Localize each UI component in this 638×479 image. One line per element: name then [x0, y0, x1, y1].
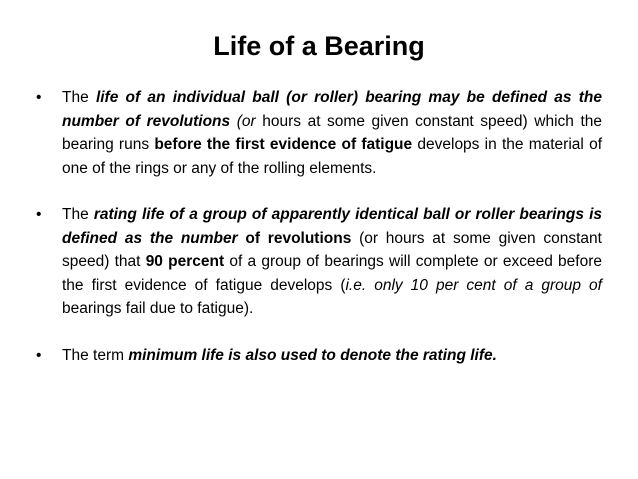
- text-run: The: [62, 206, 94, 223]
- text-run-bold-italic: life of an individual ball (or roller) bearing may be defined as the number of revolutions: [62, 89, 602, 130]
- text-run-italic: (or: [236, 112, 256, 130]
- text-run: The term: [62, 346, 129, 364]
- bullet-dot-icon: •: [36, 206, 42, 223]
- text-run: bearings fail due to fatigue).: [62, 300, 254, 317]
- text-run: hours at some given constant speed) which the bearing runs: [62, 112, 602, 153]
- bullet-item-minimum-life: [36, 344, 602, 368]
- bullet-dot-icon: •: [36, 346, 42, 364]
- text-run: develops in the material of one of the rings or any of the rolling elements.: [62, 136, 603, 177]
- text-run: The: [62, 89, 96, 106]
- bullet-list: [36, 86, 602, 390]
- text-run-bold: before the first evidence of fatigue: [154, 136, 413, 153]
- bullet-item-rating-life: [36, 203, 602, 321]
- text-run-bold: of revolutions: [245, 229, 352, 247]
- text-run: (or hours at some given constant speed) that: [62, 229, 602, 270]
- text-run-bold-italic: rating life of a group of apparently identical ball or roller bearings is defined as the number: [62, 206, 603, 247]
- text-run-bold: 90 percent: [145, 253, 225, 270]
- slide-title: Life of a Bearing: [213, 31, 425, 61]
- bullet-dot-icon: •: [36, 89, 42, 106]
- text-run-bold-italic: minimum life is also used to denote the rating life.: [128, 346, 497, 364]
- text-run-italic: i.e. only 10 per cent of a group of: [345, 276, 602, 294]
- text-run: [230, 113, 237, 130]
- text-run: of a group of bearings will complete or exceed before the first evidence of fatigue develops (: [62, 253, 602, 294]
- bullet-item-life-definition: [36, 86, 602, 180]
